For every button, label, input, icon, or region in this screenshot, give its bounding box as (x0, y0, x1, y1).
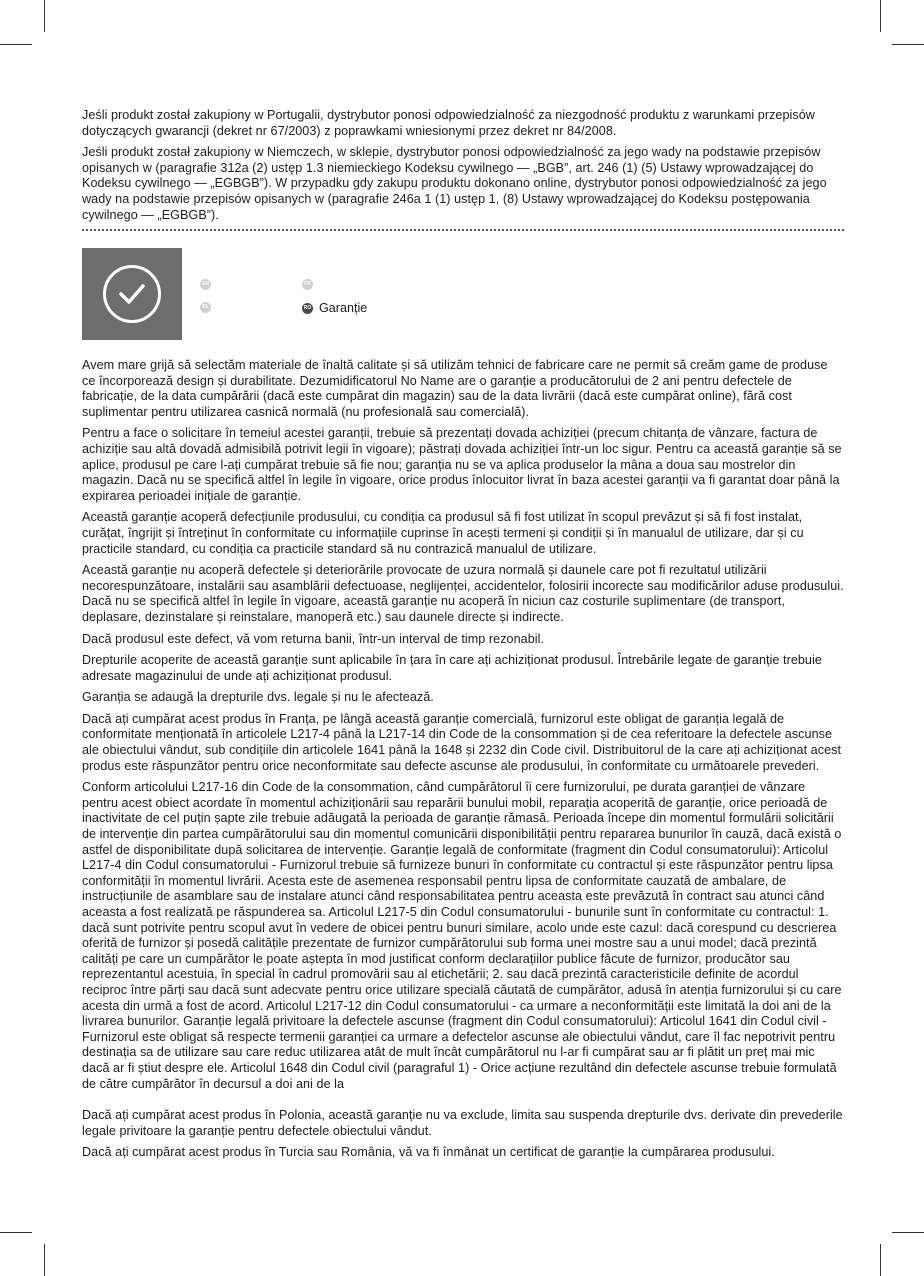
paragraph: Dacă ați cumpărat acest produs în Turcia sau România, vă va fi înmânat un certificat de garanție la cumpărarea produsului. (82, 1145, 775, 1160)
section-title: Garanție (319, 301, 368, 315)
crop-mark (880, 1244, 881, 1276)
crop-mark (44, 0, 45, 32)
paragraph: Garanția se adaugă la drepturile dvs. legale și nu le afectează. (82, 690, 434, 705)
paragraph: Dacă produsul este defect, vă vom returna banii, într-un interval de timp rezonabil. (82, 631, 545, 646)
paragraph: Drepturile acoperite de această garanție sunt aplicabile în țara în care ați achiziționat produsul. Întrebările legate de garanție trebuie adresate magazinului de unde ați achiziționat produsul. (82, 653, 822, 683)
crop-mark (892, 1232, 924, 1233)
paragraph: Conform articolului L217-16 din Code de la consommation, când cumpărătorul îi cere furnizorului, pe durata garanției de vânzare pentru acest obiect acordate în momentul achiziționării sau reparării bunului mobil, reparația acoperită de garanție, orice perioadă de inactivitate de cel puțin șapte zile trebuie adăugată la perioada de garanție rămasă. Perioada începe din momentul formulării solicitării de intervenție din partea cumpărătorului sau din momentul comunicării disponibilității pentru repararea bunurilor în cauză, dacă există o astfel de disponibilitate după solicitarea de intervenție. Garanție legală de conformitate (fragment din Codul consumatorului): Articolul L217-4 din Codul consumatorului - Furnizorul trebuie să furnizeze bunuri în conformitate cu contractul și este răspunzător pentru lipsa conformității în momentul livrării. Acesta este de asemenea responsabil pentru lipsa de conformitate cauzată de ambalare, de instrucțiunile de asamblare sau de instalare atunci când responsabilitatea pentru aceasta este prevăzută în contract sau atunci când aceasta a fost realizată pe răspunderea sa. Articolul L217-5 din Codul consumatorului - bunurile sunt în conformitate cu contractul: 1. dacă sunt potrivite pentru scopul avut în vedere de obicei pentru bunuri similare, acolo unde este cazul: dacă corespund cu descrierea oferită de furnizor și posedă calitățile prezentate de furnizor cumpărătorului sub forma unei mostre sau a unui model; dacă prezintă calități pe care un cumpărător le poate aștepta în mod justificat conform declarațiilor publice făcute de furnizor, producător sau reprezentantul acestuia, în special în cadrul promovării sau al etichetării; 2. sau dacă prezintă caracteristicile definite de acordul reciproc între părți sau dacă sunt adecvate pentru orice utilizare specială căutată de cumpărător, adusă în atenția furnizorului și cu care acesta din urmă a fost de acord. Articolul L217-12 din Codul consumatorului - ca urmare a neconformității este limitată la doi ani de la livrarea bunurilor. Garanție legală privitoare la defectele ascunse (fragment din Codul consumatorului): Articolul 1641 din Codul civil - Furnizorul este obligat să respecte termenii garanției ca urmare a defectelor ascunse ale obiectului vândut, care îl fac nepotrivit pentru destinația sa de utilizare sau care reduc utilizarea atât de mult încât cumpărătorul nu l-ar fi cumpărat sau ar fi plătit un preț mai mic dacă ar fi știut despre ele. Articolul 1648 din Codul civil (paragraful 1) - Orice acțiune rezultând din defectele ascunse trebuie formulată de către cumpărător în decursul a doi ani de la (82, 780, 842, 1091)
crop-mark (0, 1232, 32, 1233)
paragraph: Avem mare grijă să selectăm materiale de înaltă calitate și să utilizăm tehnici de fabricare care ne permit să creăm game de produse ce încorporează design și durabilitate. Dezumidificatorul No Name are o garanție a producătorului de 2 ani pentru defectele de fabricație, de la data cumpărării (dacă este cumpărat din magazin) sau de la data livrării (dacă este cumpărat online), fără cost suplimentar pentru utilizarea casnică normală (nu profesională sau comercială). (82, 358, 828, 419)
paragraph: Această garanție nu acoperă defectele și deteriorările provocate de uzura normală și daunele care pot fi rezultatul utilizării necorespunzătoare, instalării sau asamblării defectuoase, neglijenței, accidentelor, folosirii incorecte sau modificărilor aduse produsului. Dacă nu se specifică altfel în legile în vigoare, această garanție nu acoperă în niciun caz costurile suplimentare (de transport, deplasare, dezinstalare și reinstalare, manoperă etc.) sau daunele directe și indirecte. (82, 563, 844, 624)
lang-ro (302, 301, 367, 315)
lang-fr (302, 279, 319, 290)
paragraph-portugal: Jeśli produkt został zakupiony w Portugalii, dystrybutor ponosi odpowiedzialność za niezgodność produktu z warunkami przepisów dotyczących gwarancji (dekret nr 67/2003) z poprawkami wniesionymi przez dekret nr 84/2008. (82, 108, 815, 138)
crop-mark (0, 44, 32, 45)
lang-en (200, 279, 217, 290)
lang-fr-icon: FR (302, 279, 313, 290)
romanian-section (82, 358, 844, 1167)
warranty-badge (82, 248, 182, 340)
lang-ro-icon: RO (302, 303, 313, 314)
section-divider (82, 229, 844, 231)
paragraph-germany: Jeśli produkt został zakupiony w Niemczech, w sklepie, dystrybutor ponosi odpowiedzialność za jego wady na podstawie przepisów opisanych w (paragrafie 312a (2) ustęp 1.3 niemieckiego Kodeksu cywilnego — „BGB”, art. 246 (1) (5) Ustawy wprowadzającej do Kodeksu cywilnego — „EGBGB”). W przypadku gdy zakupu produktu dokonano online, dystrybutor ponosi odpowiedzialność za jego wady na podstawie przepisów opisanych w (paragrafie 246a 1 (1) ustęp 1, (8) Ustawy wprowadzającej do Kodeksu postępowania cywilnego — „EGBGB”). (82, 145, 827, 222)
crop-mark (892, 44, 924, 45)
checkmark-icon (103, 265, 161, 323)
lang-pl (200, 302, 217, 313)
paragraph: Dacă ați cumpărat acest produs în Polonia, această garanție nu va exclude, limita sau suspenda drepturile dvs. derivate din prevederile legale privitoare la garanție pentru defectele obiectului vândut. (82, 1108, 843, 1138)
paragraph: Această garanție acoperă defecțiunile produsului, cu condiția ca produsul să fi fost utilizat în scopul prevăzut și să fi fost instalat, curățat, îngrijit și întreținut în conformitate cu informațiile cuprinse în acești termeni și condiții și în manualul de utilizare, dar și cu practicile standard, cu condiția ca practicile standard să nu contrazică manualul de utilizare. (82, 510, 804, 556)
lang-en-icon: EN (200, 279, 211, 290)
lang-pl-icon: PL (200, 302, 211, 313)
crop-mark (880, 0, 881, 32)
crop-mark (44, 1244, 45, 1276)
paragraph: Pentru a face o solicitare în temeiul acestei garanții, trebuie să prezentați dovada achiziției (precum chitanța de vânzare, factura de achiziție sau altă dovadă admisibilă potrivit legii în vigoare); păstrați dovada achiziției într-un loc sigur. Pentru ca această garanție să se aplice, produsul pe care l-ați cumpărat trebuie să fie nou; garanția nu se va aplica produselor la mâna a doua sau mostrelor din magazin. Dacă nu se specifică altfel în legile în vigoare, orice produs înlocuitor livrat în baza acestei garanții va fi garantat doar până la expirarea perioadei inițiale de garanție. (82, 426, 842, 503)
paragraph: Dacă ați cumpărat acest produs în Franța, pe lângă această garanție comercială, furnizorul este obligat de garanția legală de conformitate menționată în articolele L217-4 până la L217-14 din Code de la consommation și de cea referitoare la defectele ascunse ale obiectului vândut, sub condițiile din articolele 1641 până la 1648 și 2232 din Code civil. Distribuitorul de la care ați achiziționat acest produs este răspunzător pentru orice neconformitate sau defecte ascunse ale produsului, în conformitate cu următoarele prevederi. (82, 711, 842, 773)
polish-section (82, 108, 844, 229)
